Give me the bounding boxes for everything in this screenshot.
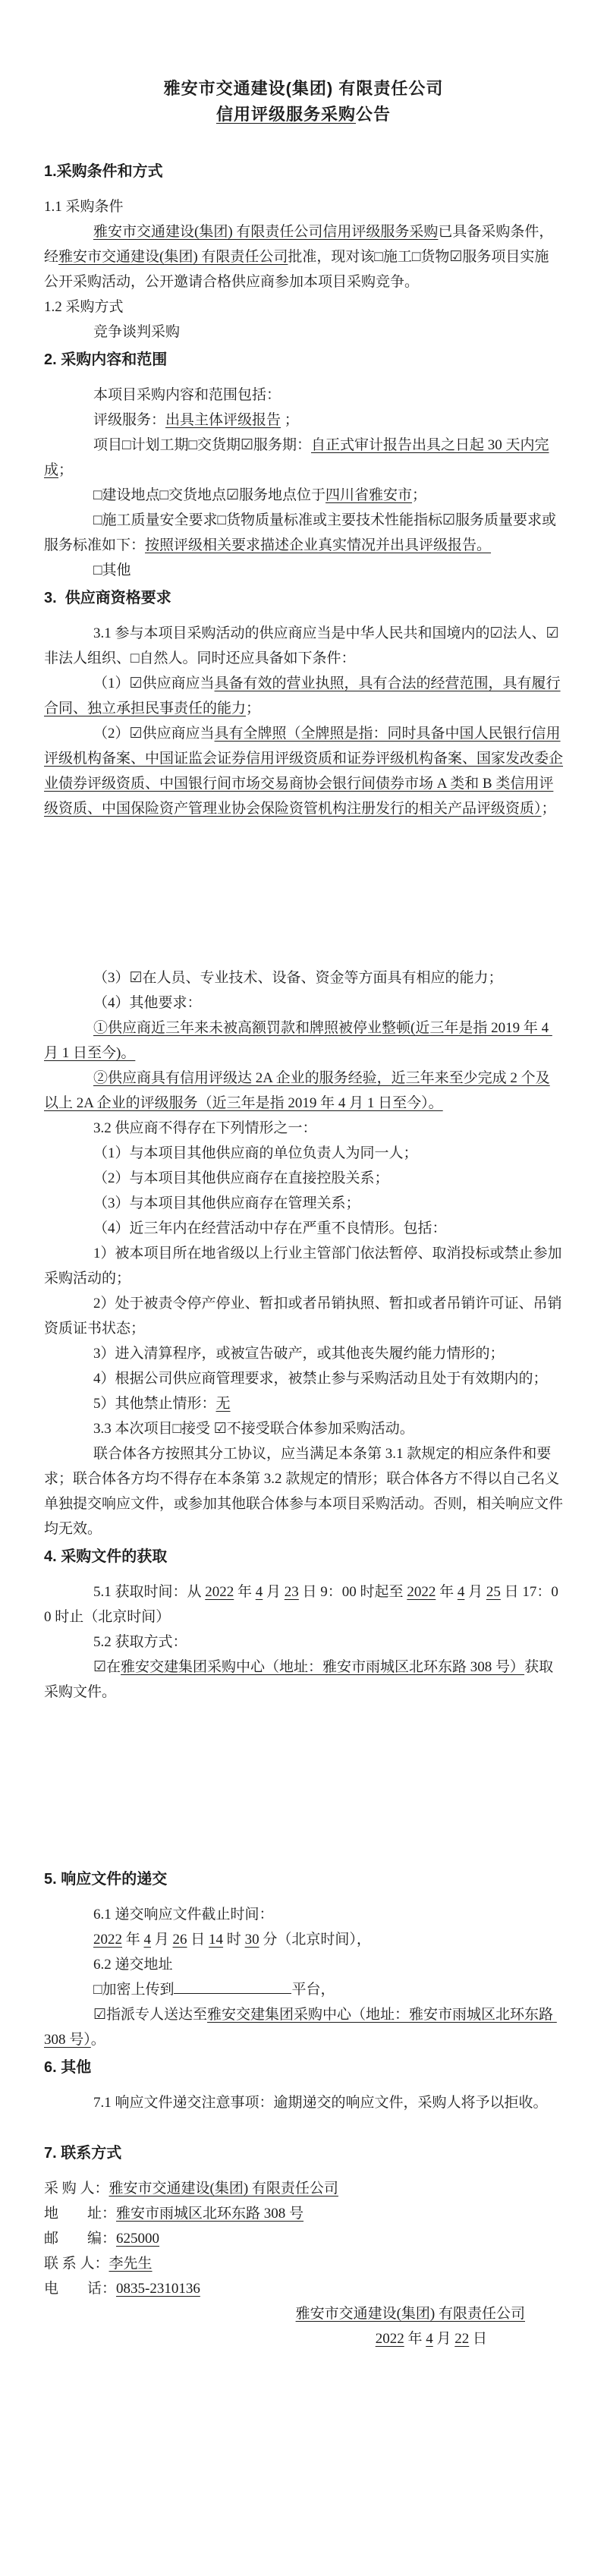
underlined-text: 2022 xyxy=(375,2331,404,2347)
text-run: （1）与本项目其他供应商的单位负责人为同一人； xyxy=(93,1145,418,1161)
paragraph xyxy=(44,1291,563,1341)
paragraph xyxy=(44,383,563,408)
text-run: 年 xyxy=(404,2331,426,2347)
underlined-text: 雅安交建集团采购中心（地址：雅安市雨城区北环东路 308 号） xyxy=(121,1659,525,1675)
section-4-heading xyxy=(44,1543,563,1570)
underlined-text: 雅安市交通建设(集团) 有限责任公司 xyxy=(295,2306,525,2322)
page-break-spacer xyxy=(44,2115,563,2138)
clause-3-2 xyxy=(44,1116,563,1141)
underlined-text: 信用评级服务采购 xyxy=(215,105,356,124)
paragraph xyxy=(44,558,563,583)
text-run: 1.2 采购方式 xyxy=(44,299,124,315)
text-run: 7. 联系方式 xyxy=(44,2145,122,2162)
text-run: （4）其他要求： xyxy=(93,995,202,1011)
underlined-text: 0835-2310136 xyxy=(116,2281,200,2297)
underlined-text: 四川省雅安市 xyxy=(326,487,413,503)
text-run: 6. 其他 xyxy=(44,2059,92,2076)
clause-3-3 xyxy=(44,1416,563,1441)
text-run: 1.1 采购条件 xyxy=(44,199,124,215)
paragraph xyxy=(44,1141,563,1166)
underlined-text: 4 xyxy=(255,1584,263,1600)
text-run: 7.1 响应文件递交注意事项：逾期递交的响应文件，采购人将予以拒收。 xyxy=(93,2095,548,2111)
text-run: 月 xyxy=(432,2331,455,2347)
requirement-1 xyxy=(44,671,563,721)
underlined-text: 雅安市交通建设(集团) 有限责任公司 xyxy=(58,249,288,265)
underlined-text: 4 xyxy=(426,2331,433,2347)
text-run: 2. 采购内容和范围 xyxy=(44,351,168,368)
page-break-spacer xyxy=(44,1705,563,1864)
text-run: 月 xyxy=(263,1584,285,1600)
service-quality-item xyxy=(44,508,563,558)
text-run: 电 话： xyxy=(44,2281,117,2297)
text-run: 时 xyxy=(223,1932,245,1948)
text-run: 年 xyxy=(436,1584,458,1600)
text-run: （1）☑供应商应当 xyxy=(93,675,215,691)
deadline-value xyxy=(44,1927,563,1952)
text-run: 4）根据公司供应商管理要求，被禁止参与采购活动且处于有效期内的； xyxy=(93,1371,548,1387)
document-body xyxy=(44,76,563,2351)
upload-option xyxy=(44,1977,563,2002)
text-run: 日 9：00 时起至 xyxy=(298,1584,407,1600)
service-period-item xyxy=(44,433,563,483)
text-run: 评级服务： xyxy=(93,412,166,428)
text-run: 4. 采购文件的获取 xyxy=(44,1548,168,1565)
text-run: 6.2 递交地址 xyxy=(93,1957,173,1973)
paragraph xyxy=(44,1366,563,1391)
paragraph xyxy=(44,1166,563,1191)
clause-1-1-body xyxy=(44,219,563,294)
obtain-method xyxy=(44,1655,563,1705)
underlined-text: 雅安交建集团采购中心（地址：雅安市雨城区北环东路 308 号） xyxy=(44,2007,557,2048)
text-run: □施工质量安全要求□货物质量标准或主要技术性能指标☑服务质量要求或服务标准如下： xyxy=(44,512,556,553)
paragraph xyxy=(44,1241,563,1291)
requirement-3 xyxy=(44,965,563,990)
text-run: ☑在 xyxy=(93,1659,121,1675)
consortium-terms xyxy=(44,1441,563,1542)
text-run: 月 xyxy=(464,1584,486,1600)
text-run: 5）其他禁止情形： xyxy=(93,1396,216,1412)
obtain-time xyxy=(44,1579,563,1630)
text-run: 项目□计划工期□交货期☑服务期： xyxy=(93,437,311,453)
text-run: 批准，现对该□施工□货物☑服务项目实施公开采购活动，公开邀请合格供应商参加本项目采购竞争。 xyxy=(44,249,549,290)
text-run: 3. 供应商资格要求 xyxy=(44,590,171,606)
contact-person xyxy=(44,2251,563,2276)
underlined-text: 23 xyxy=(284,1584,299,1600)
text-run: （2）与本项目其他供应商存在直接控股关系； xyxy=(93,1170,389,1186)
underlined-text: 30 xyxy=(244,1932,259,1948)
underlined-text: 雅安市雨城区北环东路 308 号 xyxy=(116,2206,304,2222)
text-run: 6.1 递交响应文件截止时间： xyxy=(93,1907,274,1923)
contact-postcode xyxy=(44,2226,563,2251)
text-run: （3）与本项目其他供应商存在管理关系； xyxy=(93,1195,360,1211)
text-run: □建设地点□交货地点☑服务地点位于 xyxy=(93,487,326,503)
contact-phone xyxy=(44,2276,563,2301)
delivery-option xyxy=(44,2002,563,2052)
other-requirement-2 xyxy=(44,1066,563,1116)
text-run: 联 系 人： xyxy=(44,2256,109,2272)
text-run: （2）☑供应商应当 xyxy=(93,726,215,742)
underlined-text: 无 xyxy=(215,1396,231,1412)
underlined-text: ②供应商具有信用评级达 2A 企业的服务经验，近三年来至少完成 2 个及以上 2A 企业的评级服务（近三年是指 2019 年 4 月 1 日至今）。 xyxy=(44,1070,550,1111)
section-2-heading xyxy=(44,346,563,373)
text-run: 5. 响应文件的递交 xyxy=(44,1871,168,1888)
text-run: （3）☑在人员、专业技术、设备、资金等方面具有相应的能力； xyxy=(93,970,503,986)
text-run: 平台， xyxy=(291,1982,335,1998)
text-run: □加密上传到 xyxy=(93,1982,175,1998)
text-run: 日 17：00 时止（北京时间） xyxy=(44,1584,558,1625)
text-run: 联合体各方按照其分工协议，应当满足本条第 3.1 款规定的相应条件和要求；联合体各方均不得存在本条第 3.2 款规定的情形；联合体各方不得以自己名义单独提交响应文件，或参加其他联合体参与本项目采购活动。否则，相关响应文件均无效。 xyxy=(44,1446,564,1537)
underlined-text: 25 xyxy=(486,1584,501,1600)
section-3-heading xyxy=(44,584,563,612)
submit-address-label xyxy=(44,1952,563,1977)
text-run: 3.3 本次项目□接受 ☑不接受联合体参加采购活动。 xyxy=(93,1421,414,1437)
underlined-text: 按照评级相关要求描述企业真实情况并出具评级报告。 xyxy=(145,537,492,553)
signature-company xyxy=(44,2301,563,2326)
paragraph xyxy=(44,1191,563,1216)
procurement-method xyxy=(44,320,563,345)
text-run: ☑指派专人送达至 xyxy=(93,2007,208,2023)
text-run: 3）进入清算程序，或被宣告破产，或其他丧失履约能力情形的； xyxy=(93,1346,505,1362)
requirement-4 xyxy=(44,990,563,1016)
underlined-text: ①供应商近三年来未被高额罚款和牌照被停业整顿(近三年是指 2019 年 4 月 1 日至今)。 xyxy=(44,1020,552,1061)
underlined-text: 具备有效的营业执照，具有合法的经营范围，具有履行合同、独立承担民事责任的能力 xyxy=(44,675,561,716)
underlined-text: 李先生 xyxy=(109,2256,153,2272)
underlined-text: 4 xyxy=(143,1932,152,1948)
underlined-text: 2022 xyxy=(205,1584,234,1600)
clause-1-1-heading xyxy=(44,194,563,219)
paragraph xyxy=(44,1216,563,1241)
text-run: 1.采购条件和方式 xyxy=(44,163,163,180)
underlined-text: 625000 xyxy=(116,2231,160,2247)
text-run: 。 xyxy=(90,2032,105,2048)
underlined-text: 雅安市交通建设(集团) 有限责任公司信用评级服务采购 xyxy=(93,224,439,240)
signature-date xyxy=(44,2326,563,2351)
other-prohibited xyxy=(44,1391,563,1416)
text-run: 邮 编： xyxy=(44,2231,117,2247)
text-run: 地 址： xyxy=(44,2206,117,2222)
clause-1-2-heading xyxy=(44,294,563,320)
rating-service-item xyxy=(44,408,563,433)
text-run: ； xyxy=(281,412,299,428)
underlined-text: 具有全牌照（全牌照是指：同时具备中国人民银行信用评级机构备案、中国证监会证券信用评级资质和证券评级机构备案、国家发改委企业债券评级资质、中国银行间市场交易商协会银行间债券市场 A 类和 B 类信用评级资质、中国保险资产管理业协会保险资管机构注册发行的相关产品评级资质） xyxy=(44,726,564,817)
text-run: 3.2 供应商不得存在下列情形之一： xyxy=(93,1120,317,1136)
section-1-heading xyxy=(44,158,563,185)
deadline-label xyxy=(44,1902,563,1927)
text-run: 年 xyxy=(234,1584,256,1600)
section-6-heading xyxy=(44,2054,563,2081)
contact-purchaser xyxy=(44,2176,563,2201)
doc-title-line-1 xyxy=(44,76,563,102)
text-run: （4）近三年内在经营活动中存在严重不良情形。包括： xyxy=(93,1220,447,1236)
text-run: 日 xyxy=(469,2331,487,2347)
requirement-2 xyxy=(44,721,563,821)
obtain-method-label xyxy=(44,1630,563,1655)
underlined-text: 2022 xyxy=(93,1932,122,1948)
underlined-text: 22 xyxy=(454,2331,470,2347)
contact-address xyxy=(44,2201,563,2226)
paragraph xyxy=(44,1341,563,1366)
section-7-heading xyxy=(44,2140,563,2167)
underlined-text: 出具主体评级报告 xyxy=(165,412,281,428)
text-run: ； xyxy=(246,701,261,716)
fill-in-blank-line xyxy=(174,1979,291,1994)
text-run: 日 xyxy=(187,1932,209,1948)
text-run: 采 购 人： xyxy=(44,2181,109,2197)
underlined-text: 4 xyxy=(457,1584,465,1600)
text-run: 已具备采购条件，经 xyxy=(44,224,554,265)
text-run: 5.1 获取时间：从 xyxy=(93,1584,206,1600)
text-run: 3.1 参与本项目采购活动的供应商应当是中华人民共和国境内的☑法人、☑非法人组织、□自然人。同时还应具备如下条件： xyxy=(44,625,559,666)
late-submission-note xyxy=(44,2090,563,2115)
text-run: 分（北京时间）， xyxy=(259,1932,371,1948)
other-requirement-1 xyxy=(44,1016,563,1066)
text-run: 公告 xyxy=(356,105,392,124)
service-location-item xyxy=(44,483,563,508)
text-run: 雅安市交通建设(集团) 有限责任公司 xyxy=(163,79,444,98)
doc-title-line-2 xyxy=(44,102,563,128)
clause-3-1 xyxy=(44,621,563,671)
text-run: 获取采购文件。 xyxy=(44,1659,554,1700)
text-run: ； xyxy=(412,487,427,503)
underlined-text: 26 xyxy=(172,1932,187,1948)
underlined-text: 雅安市交通建设(集团) 有限责任公司 xyxy=(109,2181,338,2197)
underlined-text: 14 xyxy=(209,1932,224,1948)
text-run: ； xyxy=(58,462,74,478)
section-5-heading xyxy=(44,1866,563,1893)
text-run: 2）处于被责令停产停业、暂扣或者吊销执照、暂扣或者吊销许可证、吊销资质证书状态； xyxy=(44,1296,562,1337)
text-run: 竞争谈判采购 xyxy=(93,324,181,340)
text-run: ； xyxy=(541,801,556,817)
text-run: 月 xyxy=(151,1932,173,1948)
underlined-text: 2022 xyxy=(407,1584,436,1600)
text-run: □其他 xyxy=(93,562,131,578)
text-run: 1）被本项目所在地省级以上行业主管部门依法暂停、取消投标或禁止参加采购活动的； xyxy=(44,1245,562,1286)
text-run: 年 xyxy=(122,1932,144,1948)
page-break-spacer xyxy=(44,821,563,965)
text-run: 本项目采购内容和范围包括： xyxy=(93,387,281,403)
underlined-text: 自正式审计报告出具之日起 30 天内完成 xyxy=(44,437,549,478)
text-run: 5.2 获取方式： xyxy=(93,1634,187,1650)
